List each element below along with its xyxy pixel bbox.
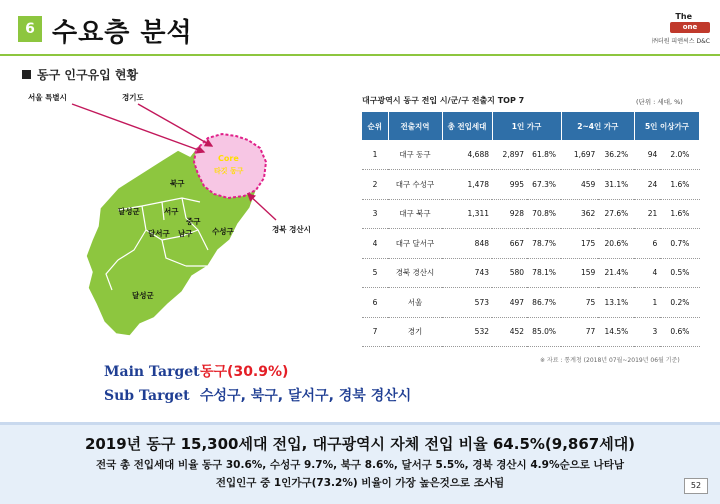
cell-total: 1,311 [442,199,492,229]
cell-single-count: 452 [492,317,527,347]
table-unit: (단위 : 세대, %) [636,98,683,106]
cell-mid-pct: 13.1% [598,288,634,318]
cell-total: 4,688 [442,140,492,170]
bullet-square-icon [22,70,31,79]
cell-total: 532 [442,317,492,347]
cell-single-count: 667 [492,229,527,259]
cell-single-count: 2,897 [492,140,527,170]
table-row [362,317,700,347]
sub-target-label: Sub Target [104,388,190,404]
label-dalseogu: 달서구 [148,229,170,238]
cell-rank: 5 [362,258,388,288]
cell-total: 1,478 [442,170,492,200]
table-title: 대구광역시 동구 전입 시/군/구 전출지 TOP 7 [362,96,525,105]
label-suseonggu: 수성구 [212,227,234,236]
label-dalseonggun-top: 달성군 [118,207,140,216]
header-single: 1인 가구 [492,112,561,140]
cell-large-pct: 1.6% [660,199,699,229]
table-row [362,170,700,200]
cell-mid-count: 77 [561,317,598,347]
company-logo [648,12,710,46]
cell-large-count: 21 [634,199,660,229]
cell-rank: 2 [362,170,388,200]
header-total: 총 전입세대 [442,112,492,140]
cell-single-count: 497 [492,288,527,318]
label-namgu: 남구 [178,229,193,238]
arrow-gyeongsan [248,194,276,220]
summary-panel [0,422,720,504]
label-core: Core [218,154,239,163]
cell-mid-pct: 31.1% [598,170,634,200]
label-gyeongsan: 경북 경산시 [272,225,311,234]
cell-large-pct: 0.2% [660,288,699,318]
cell-rank: 6 [362,288,388,318]
cell-region: 대구 북구 [388,199,442,229]
label-gyeonggi: 경기도 [122,93,144,102]
cell-mid-pct: 20.6% [598,229,634,259]
cell-single-pct: 78.1% [527,258,561,288]
label-junggu: 중구 [186,217,201,226]
cell-single-pct: 70.8% [527,199,561,229]
cell-large-count: 94 [634,140,660,170]
cell-mid-pct: 21.4% [598,258,634,288]
cell-mid-count: 362 [561,199,598,229]
section-subtitle [22,66,138,83]
label-seogu: 서구 [164,207,179,216]
arrow-seoul [72,104,204,152]
cell-rank: 4 [362,229,388,259]
logo-mid-text: one [670,22,710,33]
cell-mid-pct: 14.5% [598,317,634,347]
cell-large-pct: 0.5% [660,258,699,288]
cell-rank: 1 [362,140,388,170]
cell-large-count: 1 [634,288,660,318]
cell-region: 경기 [388,317,442,347]
cell-large-count: 3 [634,317,660,347]
table-header-row [362,112,700,140]
cell-region: 대구 동구 [388,140,442,170]
header-divider [0,54,720,56]
header-rank: 순위 [362,112,388,140]
header-5plus: 5인 이상가구 [634,112,699,140]
cell-large-count: 6 [634,229,660,259]
cell-single-count: 995 [492,170,527,200]
table-row [362,199,700,229]
table-row [362,140,700,170]
summary-line-1: 전국 총 전입세대 비율 동구 30.6%, 수성구 9.7%, 북구 8.6%, 달서구 5.5%, 경북 경산시 4.9%순으로 나타남 [96,459,624,471]
main-target-value: 동구(30.9%) [200,364,289,380]
table-row [362,258,700,288]
cell-single-pct: 86.7% [527,288,561,318]
cell-rank: 3 [362,199,388,229]
page-header [0,0,720,58]
cell-mid-pct: 27.6% [598,199,634,229]
cell-rank: 7 [362,317,388,347]
subtitle-text: 동구 인구유입 현황 [37,68,139,82]
main-target-row [104,360,411,384]
target-block [104,360,411,408]
sub-target-value: 수성구, 북구, 달서구, 경북 경산시 [200,388,412,404]
label-seoul: 서울 특별시 [28,93,67,102]
cell-total: 848 [442,229,492,259]
cell-large-pct: 2.0% [660,140,699,170]
cell-large-pct: 0.7% [660,229,699,259]
header-2to4: 2~4인 가구 [561,112,634,140]
cell-single-pct: 78.7% [527,229,561,259]
map-graphic [22,90,342,350]
summary-title: 2019년 동구 15,300세대 전입, 대구광역시 자체 전입 비율 64.5%(9,867세대) [84,435,636,453]
table-row [362,288,700,318]
cell-region: 대구 달서구 [388,229,442,259]
cell-single-count: 928 [492,199,527,229]
label-dalseonggun-bottom: 달성군 [132,291,154,300]
cell-single-count: 580 [492,258,527,288]
cell-mid-count: 159 [561,258,598,288]
cell-region: 대구 수성구 [388,170,442,200]
daegu-region-map [22,90,342,350]
label-core-sub: 타깃 동구 [214,167,244,175]
cell-mid-count: 459 [561,170,598,200]
logo-top-text: The [675,12,692,21]
sub-target-row [104,384,411,408]
page-number: 52 [684,478,708,494]
arrow-gyeonggi [138,104,212,146]
cell-total: 743 [442,258,492,288]
cell-large-pct: 1.6% [660,170,699,200]
cell-region: 경북 경산시 [388,258,442,288]
cell-mid-count: 1,697 [561,140,598,170]
cell-single-pct: 61.8% [527,140,561,170]
page-title: 수요층 분석 [52,18,193,48]
cell-region: 서울 [388,288,442,318]
cell-mid-count: 175 [561,229,598,259]
cell-mid-pct: 36.2% [598,140,634,170]
header-region: 전출지역 [388,112,442,140]
cell-single-pct: 67.3% [527,170,561,200]
transfer-top7-table [362,112,700,347]
table-source: ※ 자료 : 통계청 (2018년 07월~2019년 06월 기준) [540,357,680,364]
cell-single-pct: 85.0% [527,317,561,347]
summary-line-2: 전입인구 중 1인가구(73.2%) 비율이 가장 높은것으로 조사됨 [215,477,505,489]
table-row [362,229,700,259]
cell-large-count: 4 [634,258,660,288]
main-target-label: Main Target [104,364,200,380]
cell-large-pct: 0.6% [660,317,699,347]
cell-total: 573 [442,288,492,318]
logo-company-name: ㈜더원 피앤씨스 D&C [651,38,710,45]
cell-large-count: 24 [634,170,660,200]
label-bukgu: 북구 [170,179,185,188]
section-number-badge: 6 [18,16,42,42]
cell-mid-count: 75 [561,288,598,318]
